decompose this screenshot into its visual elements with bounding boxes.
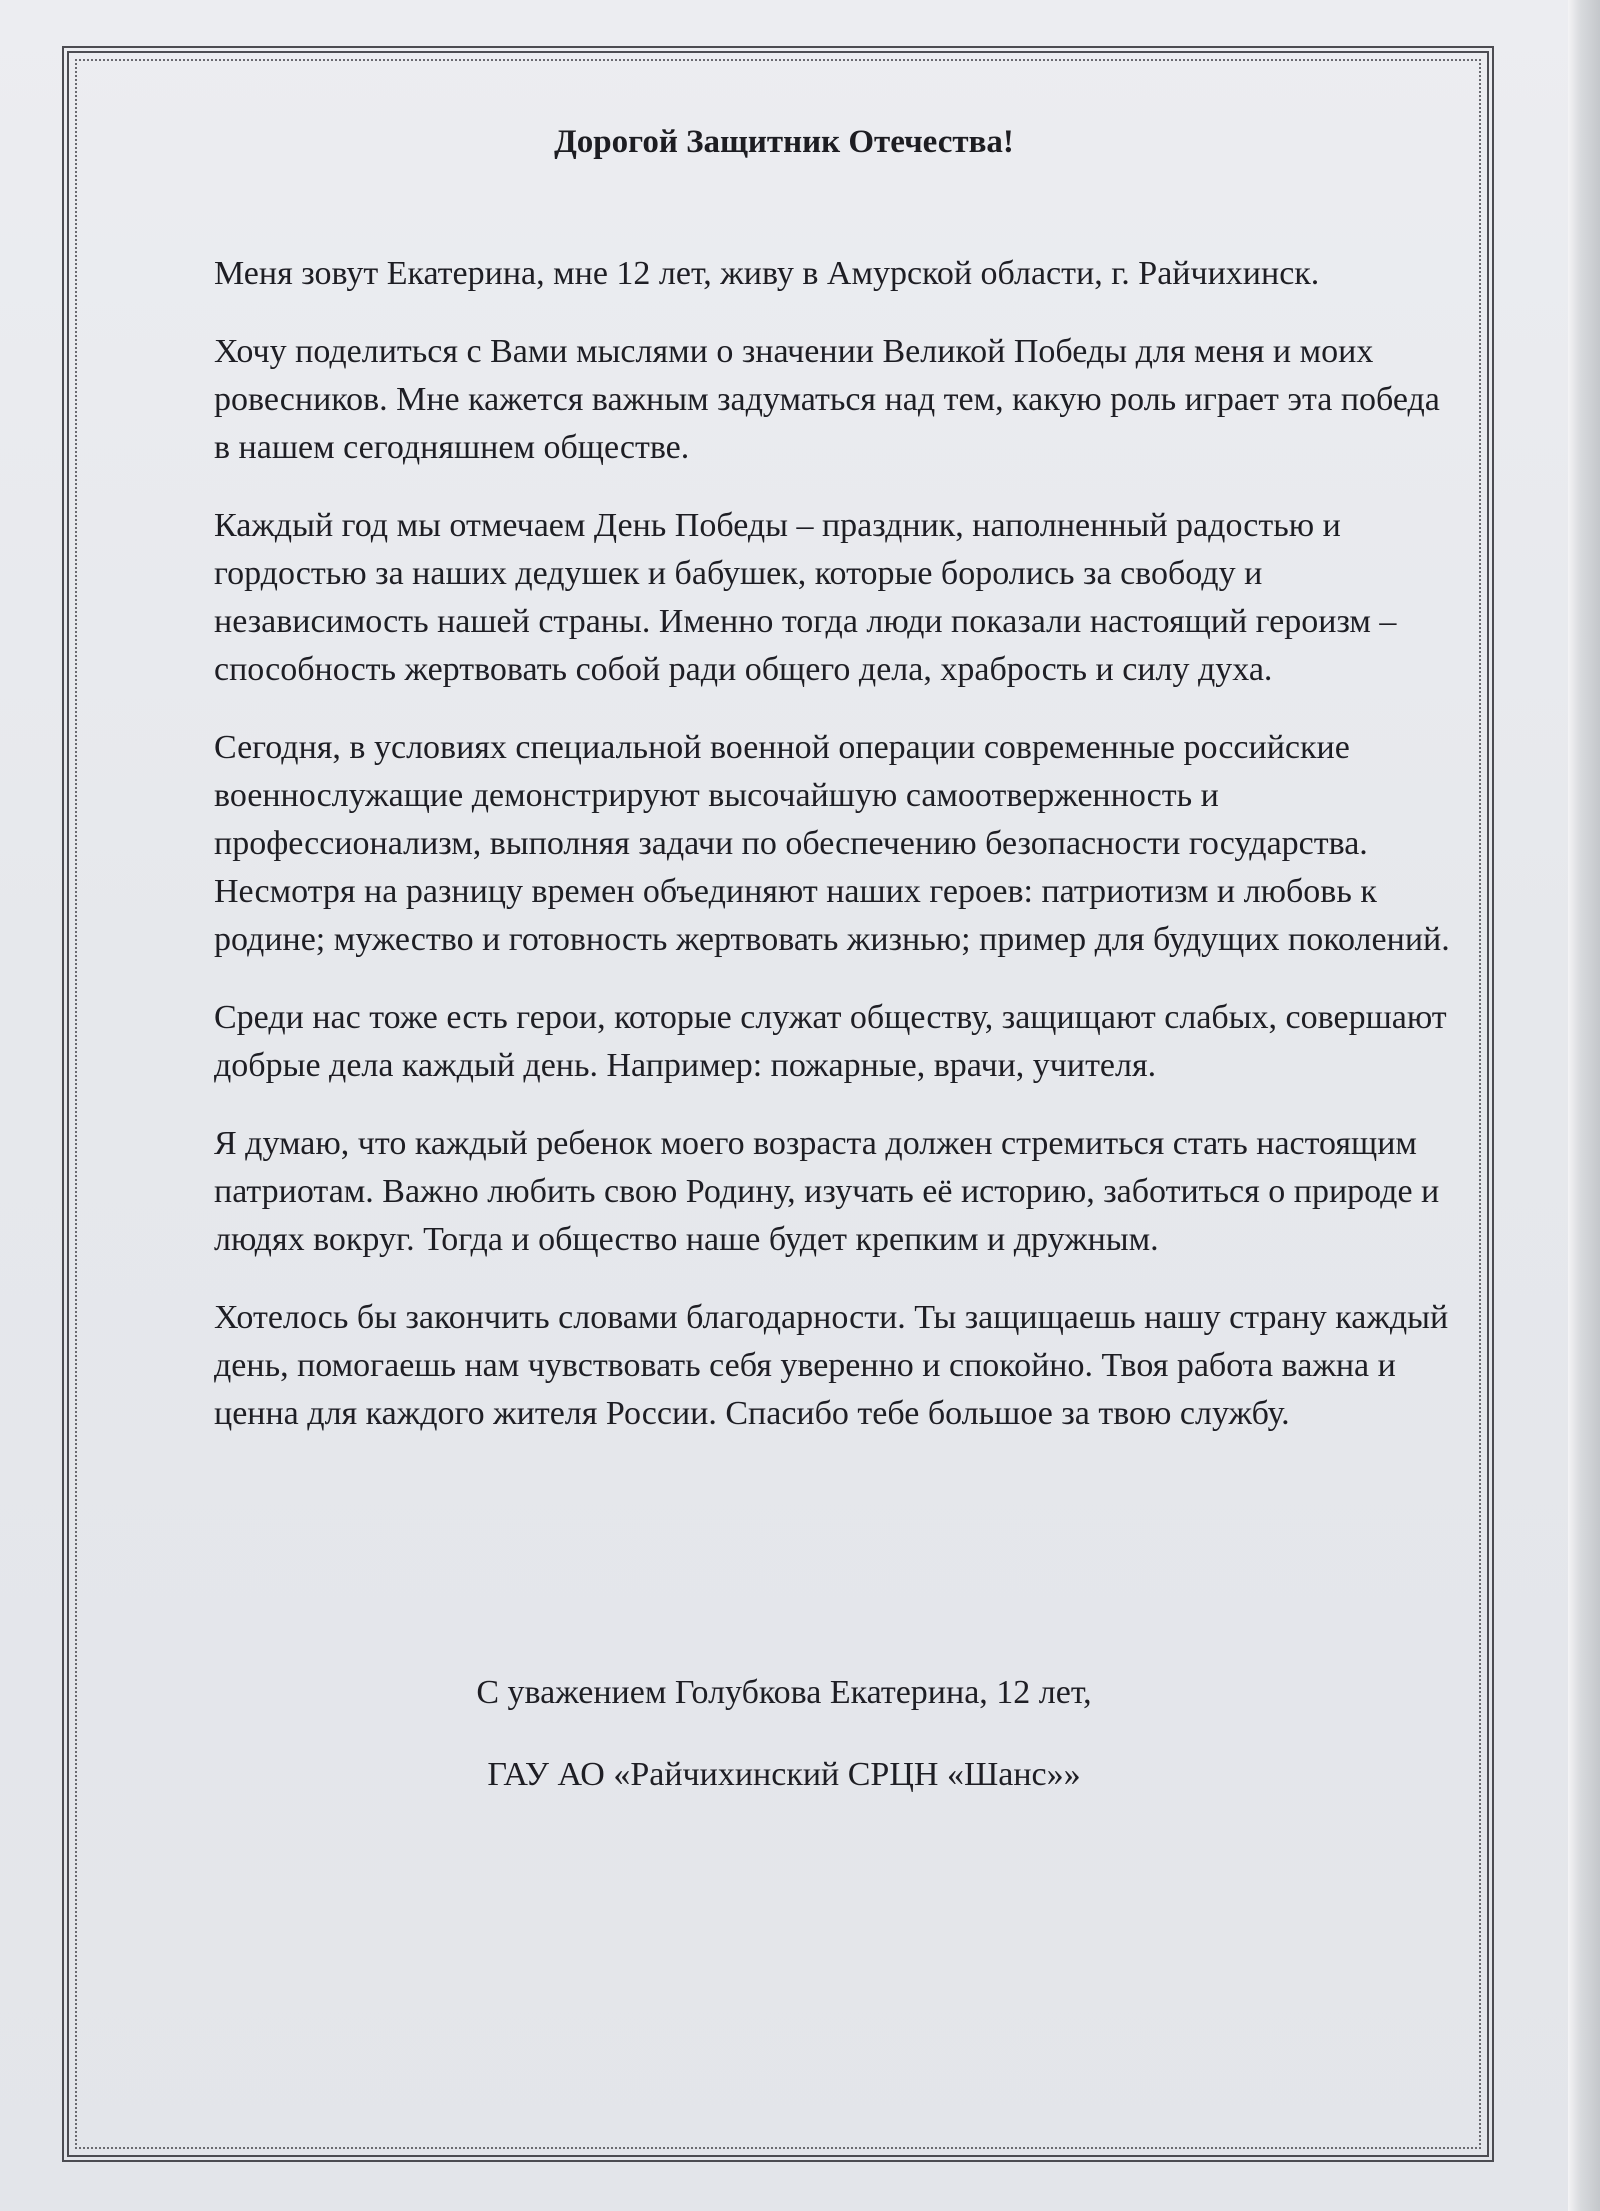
paragraph-gratitude: Хотелось бы закончить словами благодарности. Ты защищаешь нашу страну каждый день, помогаешь нам чувствовать себя уверенно и спокойно. Твоя работа важна и ценна для каждого жителя России. Спасибо тебе большое за твою службу. bbox=[214, 1299, 1449, 1432]
paragraph-patriotism: Я думаю, что каждый ребенок моего возраста должен стремиться стать настоящим патриотам. Важно любить свою Родину, изучать её историю, заботиться о природе и людях вокруг. Тогда и общество наше будет крепким и дружным. bbox=[214, 1125, 1440, 1258]
signature-organization: ГАУ АО «Райчихинский СРЦН «Шанс»» bbox=[487, 1756, 1081, 1793]
paragraph-today: Сегодня, в условиях специальной военной операции современные российские военнослужащие демонстрируют высочайшую самоотверженность и профессионализм, выполняя задачи по обеспечению безопасности государства. Несмотря на разницу времен объединяют наших героев: патриотизм и любовь к родине; мужество и готовность жертвовать жизнью; пример для будущих поколений. bbox=[214, 729, 1450, 958]
paragraph-everyday-heroes: Среди нас тоже есть герои, которые служат обществу, защищают слабых, совершают добрые дела каждый день. Например: пожарные, врачи, учителя. bbox=[214, 999, 1447, 1084]
letter-title: Дорогой Защитник Отечества! bbox=[554, 124, 1014, 160]
paragraph-victory-day: Каждый год мы отмечаем День Победы – праздник, наполненный радостью и гордостью за наших дедушек и бабушек, которые боролись за свободу и независимость нашей страны. Именно тогда люди показали настоящий героизм – способность жертвовать собой ради общего дела, храбрость и силу духа. bbox=[214, 507, 1397, 688]
paragraph-purpose: Хочу поделиться с Вами мыслями о значении Великой Победы для меня и моих ровесников. Мне кажется важным задуматься над тем, какую роль играет эта победа в нашем сегодняшнем обществе. bbox=[214, 333, 1440, 466]
letter-body bbox=[214, 250, 1464, 1468]
signature-name: С уважением Голубкова Екатерина, 12 лет, bbox=[476, 1674, 1092, 1711]
paragraph-intro: Меня зовут Екатерина, мне 12 лет, живу в Амурской области, г. Райчихинск. bbox=[214, 255, 1320, 292]
background-page-edge bbox=[1568, 0, 1600, 2211]
